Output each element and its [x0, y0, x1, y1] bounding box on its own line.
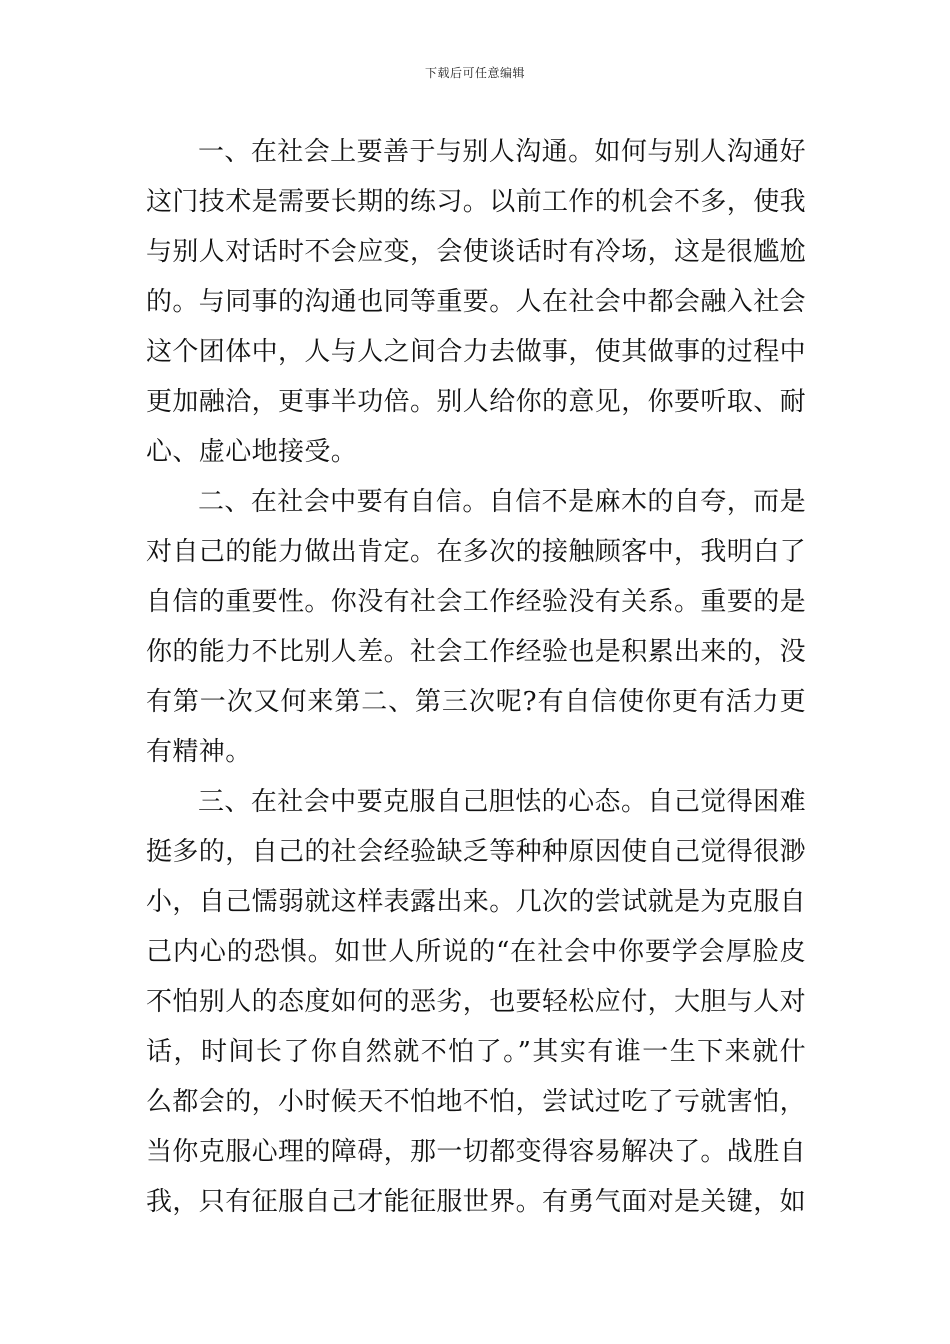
- page-header: 下载后可任意编辑: [424, 66, 525, 80]
- paragraph-confidence: 二、在社会中要有自信。自信不是麻木的自夸，而是对自己的能力做出肯定。在多次的接触顾客中，我明白了自信的重要性。你没有社会工作经验没有关系。重要的是你的能力不比别人差。社会工作经验也是积累出来的，没有第一次又何来第二、第三次呢?有自信使你更有活力更有精神。: [146, 487, 807, 767]
- paragraph-overcome-timidity: 三、在社会中要克服自己胆怯的心态。自己觉得困难挺多的，自己的社会经验缺乏等种种原因使自己觉得很渺小，自己懦弱就这样表露出来。几次的尝试就是为克服自己内心的恐惧。如世人所说的“在社会中你要学会厚脸皮不怕别人的态度如何的恶劣，也要轻松应付，大胆与人对话，时间长了你自然就不怕了。”其实有谁一生下来就什么都会的，小时候天不怕地不怕，尝试过吃了亏就害怕，当你克服心理的障碍，那一切都变得容易解决了。战胜自我，只有征服自己才能征服世界。有勇气面对是关键，如: [146, 787, 807, 1217]
- paragraph-communication: 一、在社会上要善于与别人沟通。如何与别人沟通好这门技术是需要长期的练习。以前工作的机会不多，使我与别人对话时不会应变，会使谈话时有冷场，这是很尴尬的。与同事的沟通也同等重要。人在社会中都会融入社会这个团体中，人与人之间合力去做事，使其做事的过程中更加融洽，更事半功倍。别人给你的意见，你要听取、耐心、虚心地接受。: [146, 137, 807, 467]
- document-body: [146, 127, 806, 1227]
